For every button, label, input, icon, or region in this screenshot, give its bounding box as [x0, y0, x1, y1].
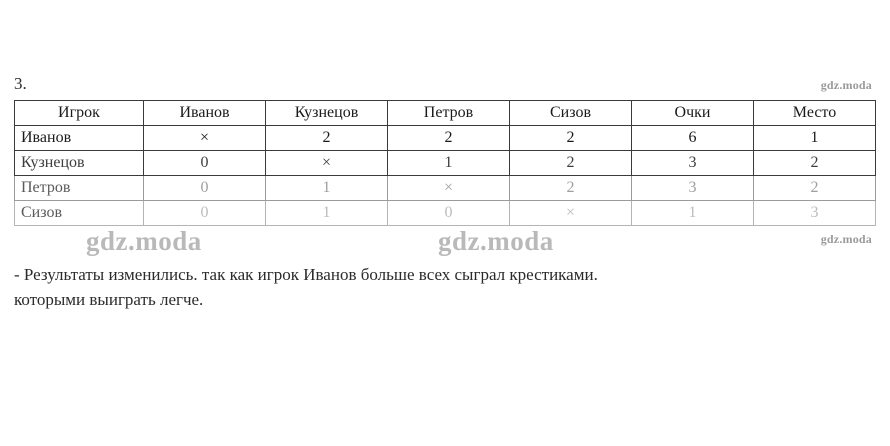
column-header-ivanov: Иванов [144, 101, 266, 126]
cell-kuznetsov-points: 3 [632, 151, 754, 176]
cell-sizov-kuznetsov: 1 [266, 201, 388, 226]
column-header-sizov: Сизов [510, 101, 632, 126]
table-row [15, 201, 876, 226]
row-label-ivanov: Иванов [15, 126, 144, 151]
cell-petrov-sizov: 2 [510, 176, 632, 201]
cell-sizov-points: 1 [632, 201, 754, 226]
column-header-kuznetsov: Кузнецов [266, 101, 388, 126]
table-header-row [15, 101, 876, 126]
cell-ivanov-ivanov: × [144, 126, 266, 151]
cell-sizov-ivanov: 0 [144, 201, 266, 226]
answer-text [14, 262, 876, 312]
cell-kuznetsov-sizov: 2 [510, 151, 632, 176]
column-header-place: Место [754, 101, 876, 126]
cell-ivanov-place: 1 [754, 126, 876, 151]
cell-petrov-points: 3 [632, 176, 754, 201]
cell-petrov-place: 2 [754, 176, 876, 201]
watermark-center-left: gdz.moda [86, 226, 202, 256]
answer-line-2: которыми выиграть легче. [14, 290, 204, 309]
table-row [15, 126, 876, 151]
table-row [15, 176, 876, 201]
row-label-kuznetsov: Кузнецов [15, 151, 144, 176]
tournament-results-table [14, 100, 876, 226]
table-row [15, 151, 876, 176]
cell-ivanov-kuznetsov: 2 [266, 126, 388, 151]
watermark-top-right: gdz.moda [820, 78, 872, 92]
cell-kuznetsov-ivanov: 0 [144, 151, 266, 176]
watermark-center-right: gdz.moda [438, 226, 554, 256]
cell-petrov-petrov: × [388, 176, 510, 201]
cell-sizov-sizov: × [510, 201, 632, 226]
watermark-bottom-right: gdz.moda [820, 232, 872, 246]
table-body [15, 126, 876, 226]
cell-kuznetsov-petrov: 1 [388, 151, 510, 176]
cell-petrov-ivanov: 0 [144, 176, 266, 201]
task-number: 3. [14, 74, 27, 93]
cell-ivanov-petrov: 2 [388, 126, 510, 151]
cell-ivanov-sizov: 2 [510, 126, 632, 151]
table-header [15, 101, 876, 126]
column-header-petrov: Петров [388, 101, 510, 126]
cell-kuznetsov-place: 2 [754, 151, 876, 176]
row-label-petrov: Петров [15, 176, 144, 201]
row-label-sizov: Сизов [15, 201, 144, 226]
column-header-player: Игрок [15, 101, 144, 126]
cell-ivanov-points: 6 [632, 126, 754, 151]
column-header-points: Очки [632, 101, 754, 126]
cell-sizov-petrov: 0 [388, 201, 510, 226]
cell-kuznetsov-kuznetsov: × [266, 151, 388, 176]
cell-sizov-place: 3 [754, 201, 876, 226]
cell-petrov-kuznetsov: 1 [266, 176, 388, 201]
answer-line-1: - Результаты изменились. так как игрок Иванов больше всех сыграл крестиками. [14, 265, 598, 284]
